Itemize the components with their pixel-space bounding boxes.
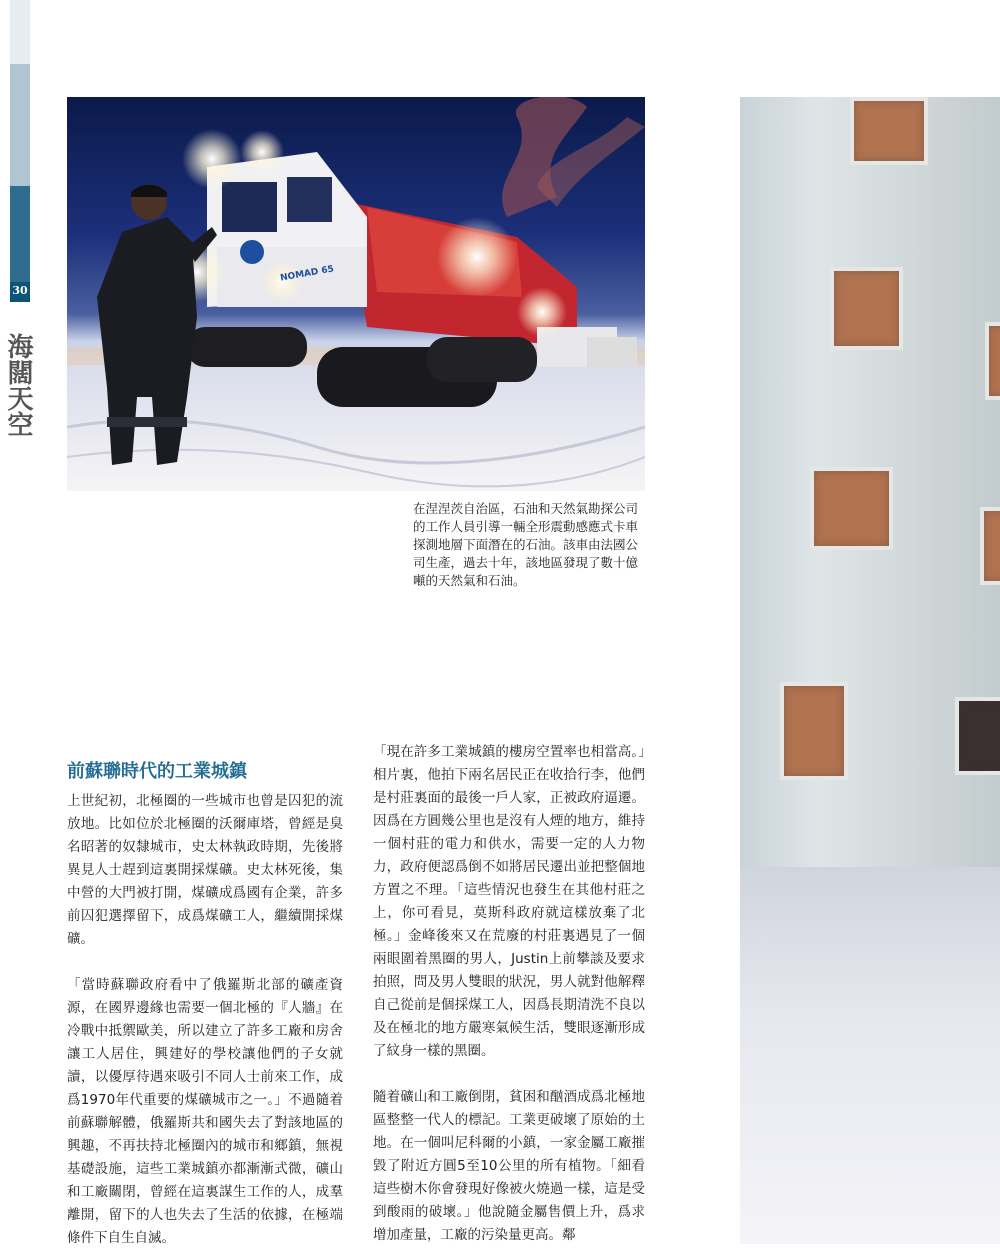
section-heading: 前蘇聯時代的工業城鎮 [67,761,247,782]
color-strip-light [10,64,30,186]
window [830,267,903,350]
photo-caption: 在涅涅茨自治區，石油和天然氣勘探公司的工作人員引導一輛全形震動感應式卡車探測地層下面潛在的石油。該車由法國公司生產，過去十年，該地區發現了數十億噸的天然氣和石油。 [413,501,639,588]
paragraph: 「當時蘇聯政府看中了俄羅斯北部的礦產資源，在國界邊緣也需要一個北極的『人牆』在冷戰中抵禦歐美，所以建立了許多工廠和房舍讓工人居住，興建好的學校讓他們的子女就讀，以優厚待遇來吸引不同人士前來工作，成爲1970年代重要的煤礦城市之一。」不過隨着前蘇聯解體，俄羅斯共和國失去了對該地區的興趣，不再扶持北極圈內的城市和鄉鎮，無視基礎設施，這些工業城鎮亦都漸漸式微，礦山和工廠關閉，曾經在這裏謀生工作的人，成羣離開，留下的人也失去了生活的依據，在極端條件下自生自滅。 [67,977,343,1246]
window [980,507,1000,585]
magazine-title: 海闊天空 [3,333,33,437]
truck-photo [67,97,645,491]
truck-photo-illustration [67,97,645,491]
paragraph: 「現在許多工業城鎮的樓房空置率也相當高。」相片裏，他拍下兩名居民正在收拾行李，他們是村莊裏面的最後一戶人家，正被政府逼遷。因爲在方圓幾公里也是沒有人煙的地方，維持一個村莊的電力和供水，需要一定的人力物力，政府便認爲倒不如將居民遷出並把整個地方置之不理。「這些情況也發生在其他村莊之上，你可看見，莫斯科政府就這樣放棄了北極。」金峰後來又在荒廢的村莊裏遇見了一個兩眼圍着黑圈的男人，Justin上前攀談及要求拍照，問及男人雙眼的狀況，男人就對他解釋自己從前是個採煤工人，因爲長期清洗不良以及在極北的地方嚴寒氣候生活，雙眼逐漸形成了紋身一樣的黑圈。 [373,744,645,1059]
window [810,467,893,550]
window [955,697,1000,775]
page-number: 30 [12,284,28,297]
window [780,682,848,780]
article-column-left [67,790,343,1250]
truck-label: NOMAD 65 [279,264,335,284]
paragraph: 隨着礦山和工廠倒閉，貧困和酗酒成爲北極地區整整一代人的標記。工業更破壞了原始的土地。在一個叫尼科爾的小鎮，一家金屬工廠摧毀了附近方圓5至10公里的所有植物。「細看這些樹木你會發現好像被火燒過一樣，這是受到酸雨的破壞。」他說隨金屬售價上升，爲求增加產量，工廠的污染量更高。鄰 [373,1089,645,1243]
paragraph: 上世紀初，北極圈的一些城市也曾是囚犯的流放地。比如位於北極圈的沃爾庫塔，曾經是臭名昭著的奴隸城市，史太林執政時期，先後將異見人士趕到這裏開採煤礦。史太林死後，集中營的大門被打開，煤礦成爲國有企業，許多前囚犯選擇留下，成爲煤礦工人，繼續開採煤礦。 [67,793,343,947]
window [985,322,1000,400]
color-strip-mid [10,186,30,282]
window [850,97,928,165]
snow-ground [740,867,1000,1244]
article-column-right [373,741,645,1247]
color-strip-top [10,0,30,64]
building-photo [740,97,1000,1244]
